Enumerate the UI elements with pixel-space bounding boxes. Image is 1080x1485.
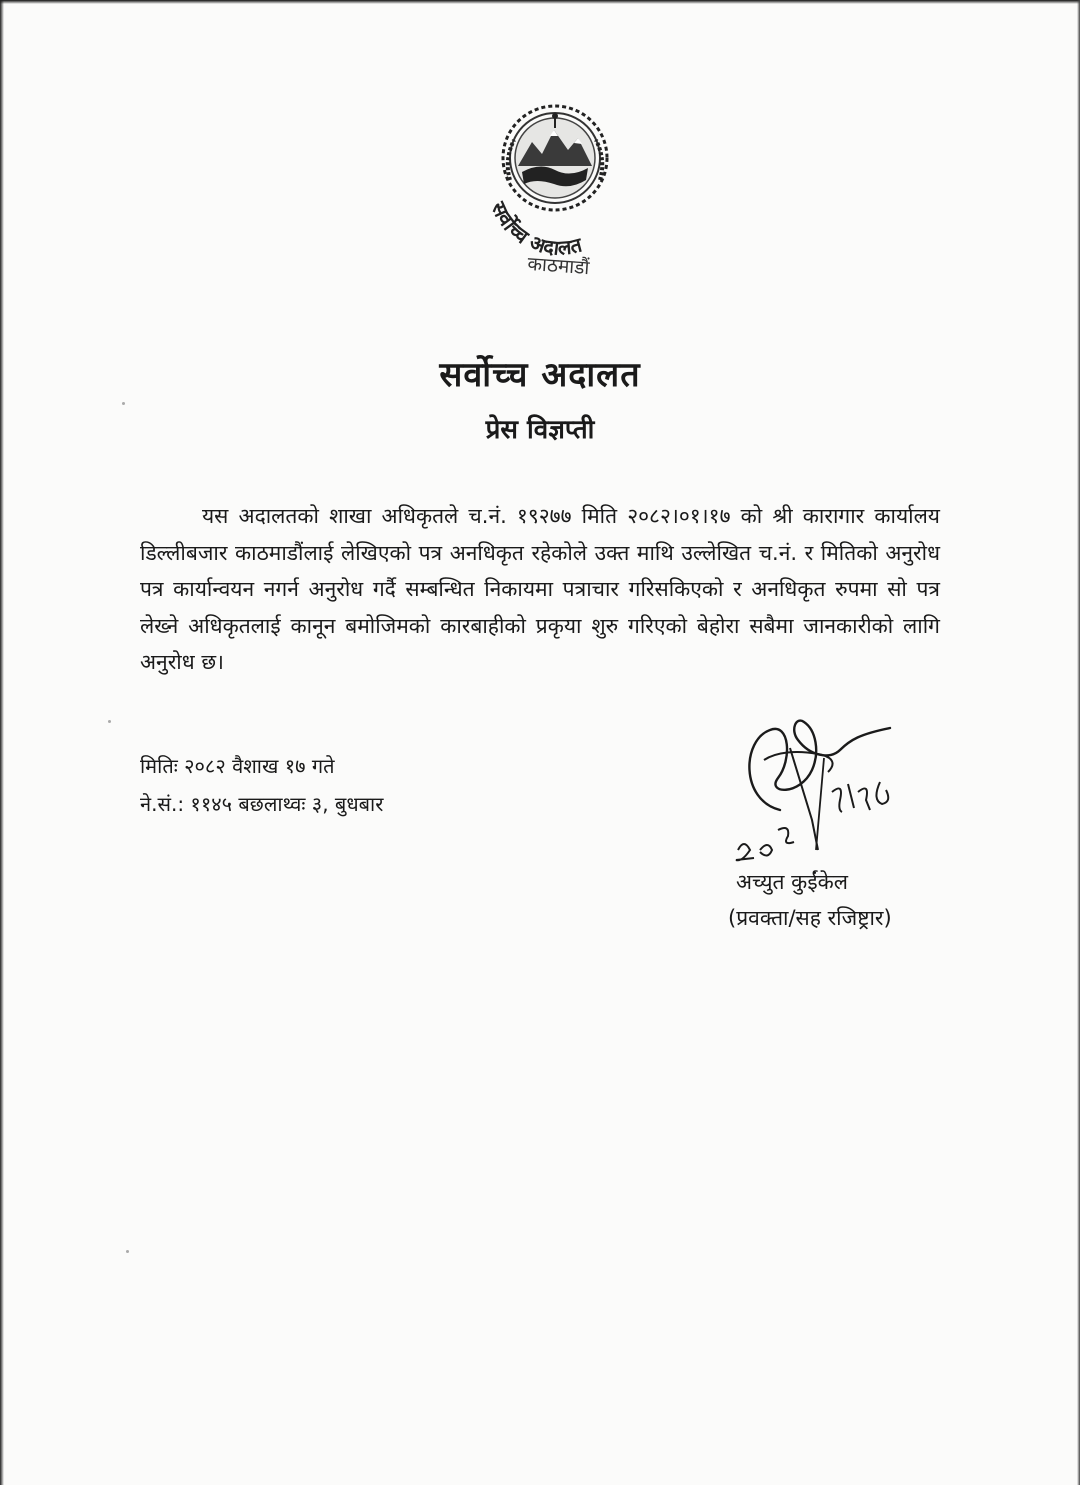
scan-speck — [122, 402, 125, 405]
signer-designation: (प्रवक्ता/सह रजिष्ट्रार) — [728, 906, 892, 930]
handwritten-signature-icon — [720, 700, 920, 870]
supreme-court-seal-icon — [470, 100, 640, 290]
scan-speck — [108, 720, 111, 723]
date-line-bs: मितिः २०८२ वैशाख १७ गते — [140, 754, 335, 778]
scan-edge-top — [0, 0, 1080, 4]
page-title: सर्वोच्च अदालत — [439, 355, 641, 395]
date-line-ns: ने.सं.: ११४५ बछलाथ्वः ३, बुधबार — [140, 792, 384, 816]
notice-body-paragraph: यस अदालतको शाखा अधिकृतले च.नं. १९२७७ मिति २०८२।०१।१७ को श्री कारागार कार्यालय डिल्लीबजार काठमाडौंलाई लेखिएको पत्र अनधिकृत रहेकोले उक्त माथि उल्लेखित च.नं. र मितिको अनुरोध पत्र कार्यान्वयन नगर्न अनुरोध गर्दै सम्बन्धित निकायमा पत्राचार गरिसकिएको र अनधिकृत रुपमा सो पत्र लेख्ने अधिकृतलाई कानून बमोजिमको कारबाहीको प्रकृया शुरु गरिएको बेहोरा सबैमा जानकारीको लागि अनुरोध छ। — [140, 504, 940, 674]
seal-city-text: काठमाडौं — [526, 252, 591, 280]
scan-edge-left — [0, 0, 4, 1485]
signer-name: अच्युत कुईंकेल — [736, 870, 848, 894]
page-subtitle: प्रेस विज्ञप्ती — [485, 415, 595, 445]
seal-arc-text: सर्वोच्च अदालत — [486, 198, 585, 260]
scan-speck — [126, 1250, 129, 1253]
